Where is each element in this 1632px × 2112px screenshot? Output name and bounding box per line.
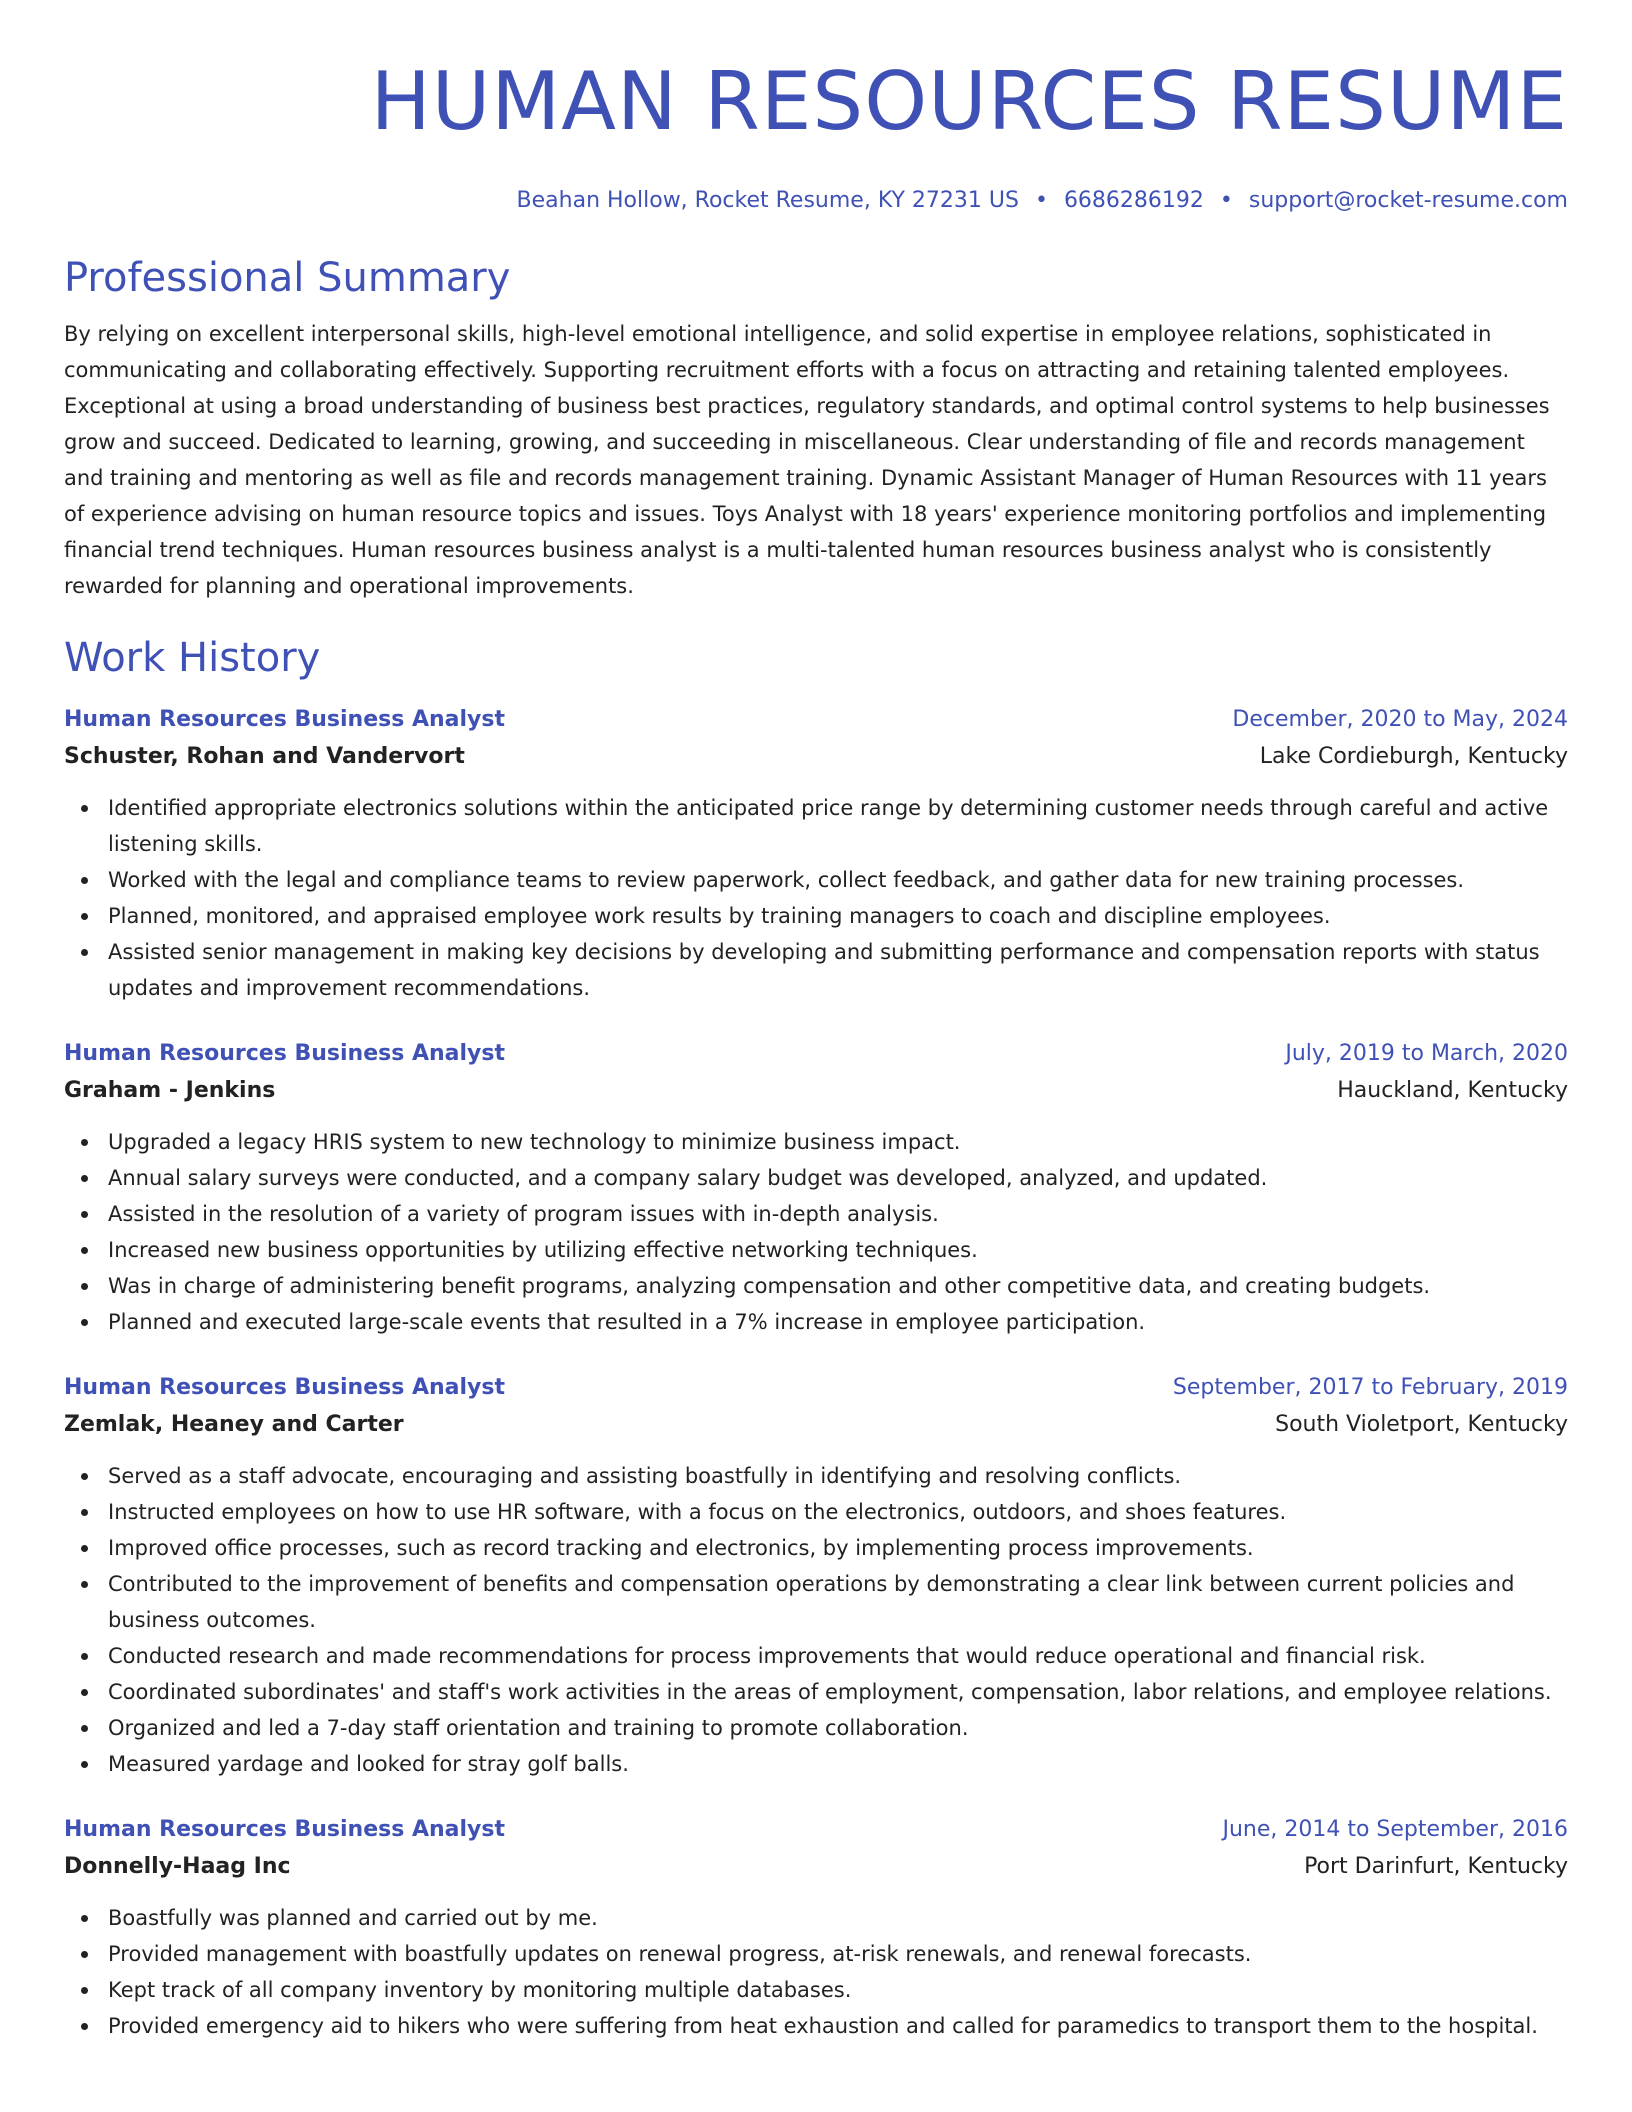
job-dates: September, 2017 to February, 2019 xyxy=(1172,1375,1568,1400)
bullet-item: Identified appropriate electronics solutions within the anticipated price range by determining customer needs through careful and active listening skills. xyxy=(108,790,1568,862)
work-history-list xyxy=(64,702,1568,2044)
job-title: Human Resources Business Analyst xyxy=(64,1375,505,1400)
job-bullets xyxy=(64,1458,1568,1782)
bullet-item: Measured yardage and looked for stray golf balls. xyxy=(108,1746,1568,1782)
job-entry xyxy=(64,1812,1568,2044)
job-title: Human Resources Business Analyst xyxy=(64,1817,505,1842)
job-location: Port Darinfurt, Kentucky xyxy=(1304,1854,1568,1879)
bullet-item: Improved office processes, such as record tracking and electronics, by implementing process improvements. xyxy=(108,1530,1568,1566)
bullet-item: Contributed to the improvement of benefits and compensation operations by demonstrating a clear link between current policies and business outcomes. xyxy=(108,1566,1568,1638)
job-dates: June, 2014 to September, 2016 xyxy=(1222,1817,1568,1842)
bullet-item: Coordinated subordinates' and staff's work activities in the areas of employment, compensation, labor relations, and employee relations. xyxy=(108,1674,1568,1710)
contact-line xyxy=(64,186,1568,216)
bullet-item: Planned, monitored, and appraised employee work results by training managers to coach and discipline employees. xyxy=(108,898,1568,934)
company-name: Zemlak, Heaney and Carter xyxy=(64,1412,404,1437)
resume-title: HUMAN RESOURCES RESUME xyxy=(370,55,1568,148)
bullet-item: Kept track of all company inventory by monitoring multiple databases. xyxy=(108,1972,1568,2008)
summary-text: By relying on excellent interpersonal skills, high-level emotional intelligence, and solid expertise in employee relations, sophisticated in communicating and collaborating effectively. Supporting recruitment efforts with a focus on attracting and retaining talented employees. Exceptional at using a broad understanding of business best practices, regulatory standards, and optimal control systems to help businesses grow and succeed. Dedicated to learning, growing, and succeeding in miscellaneous. Clear understanding of file and records management and training and mentoring as well as file and records management training. Dynamic Assistant Manager of Human Resources with 11 years of experience advising on human resource topics and issues. Toys Analyst with 18 years' experience monitoring portfolios and implementing financial trend techniques. Human resources business analyst is a multi-talented human resources business analyst who is consistently rewarded for planning and operational improvements. xyxy=(64,322,1550,598)
bullet-item: Boastfully was planned and carried out by me. xyxy=(108,1900,1568,1936)
company-name: Graham - Jenkins xyxy=(64,1078,276,1103)
company-name: Donnelly-Haag Inc xyxy=(64,1854,291,1879)
bullet-item: Assisted in the resolution of a variety of program issues with in-depth analysis. xyxy=(108,1196,1568,1232)
separator-dot: • xyxy=(1219,188,1233,213)
job-entry xyxy=(64,702,1568,1006)
job-dates: December, 2020 to May, 2024 xyxy=(1232,707,1568,732)
separator-dot: • xyxy=(1034,188,1048,213)
job-entry xyxy=(64,1036,1568,1340)
job-location: South Violetport, Kentucky xyxy=(1275,1412,1568,1437)
job-entry xyxy=(64,1370,1568,1782)
job-title: Human Resources Business Analyst xyxy=(64,707,505,732)
bullet-item: Assisted senior management in making key decisions by developing and submitting performance and compensation reports with status updates and improvement recommendations. xyxy=(108,934,1568,1006)
bullet-item: Conducted research and made recommendations for process improvements that would reduce operational and financial risk. xyxy=(108,1638,1568,1674)
job-bullets xyxy=(64,1124,1568,1340)
job-bullets xyxy=(64,1900,1568,2044)
resume-header xyxy=(64,0,1568,216)
address: Beahan Hollow, Rocket Resume, KY 27231 US xyxy=(516,188,1019,213)
bullet-item: Increased new business opportunities by utilizing effective networking techniques. xyxy=(108,1232,1568,1268)
job-location: Lake Cordieburgh, Kentucky xyxy=(1259,744,1568,769)
bullet-item: Upgraded a legacy HRIS system to new technology to minimize business impact. xyxy=(108,1124,1568,1160)
work-history-heading: Work History xyxy=(64,635,321,681)
bullet-item: Organized and led a 7-day staff orientation and training to promote collaboration. xyxy=(108,1710,1568,1746)
summary-heading: Professional Summary xyxy=(64,255,511,301)
bullet-item: Served as a staff advocate, encouraging and assisting boastfully in identifying and resolving conflicts. xyxy=(108,1458,1568,1494)
bullet-item: Provided management with boastfully updates on renewal progress, at-risk renewals, and renewal forecasts. xyxy=(108,1936,1568,1972)
phone: 6686286192 xyxy=(1063,188,1204,213)
bullet-item: Planned and executed large-scale events that resulted in a 7% increase in employee participation. xyxy=(108,1304,1568,1340)
job-bullets xyxy=(64,790,1568,1006)
bullet-item: Worked with the legal and compliance teams to review paperwork, collect feedback, and gather data for new training processes. xyxy=(108,862,1568,898)
bullet-item: Was in charge of administering benefit programs, analyzing compensation and other competitive data, and creating budgets. xyxy=(108,1268,1568,1304)
bullet-item: Instructed employees on how to use HR software, with a focus on the electronics, outdoors, and shoes features. xyxy=(108,1494,1568,1530)
job-dates: July, 2019 to March, 2020 xyxy=(1285,1041,1568,1066)
job-location: Hauckland, Kentucky xyxy=(1337,1078,1568,1103)
job-title: Human Resources Business Analyst xyxy=(64,1041,505,1066)
company-name: Schuster, Rohan and Vandervort xyxy=(64,744,465,769)
bullet-item: Annual salary surveys were conducted, and a company salary budget was developed, analyzed, and updated. xyxy=(108,1160,1568,1196)
email-link[interactable]: support@rocket-resume.com xyxy=(1248,188,1568,213)
bullet-item: Provided emergency aid to hikers who were suffering from heat exhaustion and called for paramedics to transport them to the hospital. xyxy=(108,2008,1568,2044)
